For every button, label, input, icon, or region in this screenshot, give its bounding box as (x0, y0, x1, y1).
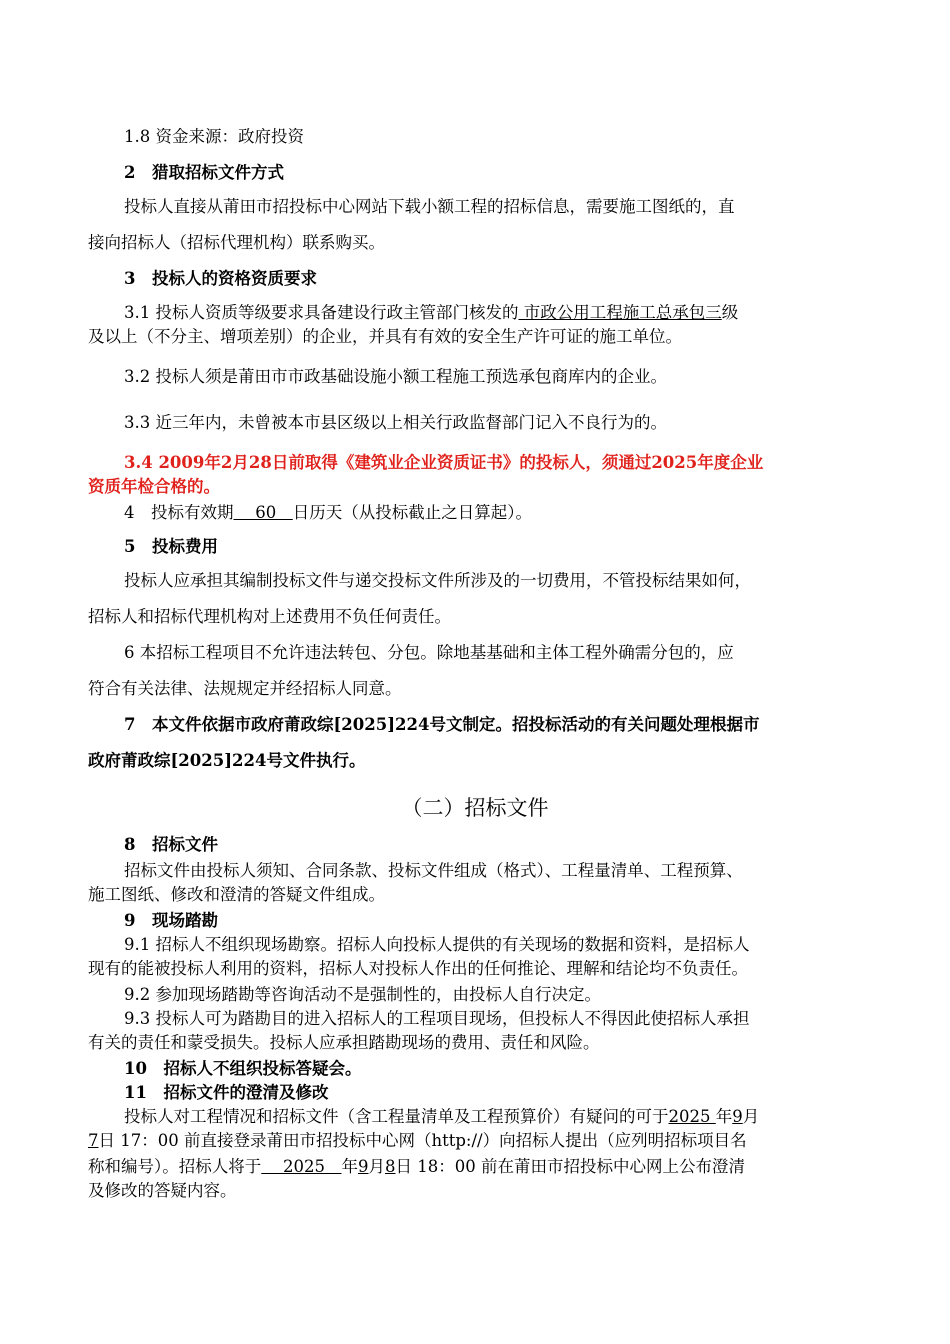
clause-3-4-line1: 3.4 2009年2月28日前取得《建筑业企业资质证书》的投标人，须通过2025年度企业 (124, 453, 764, 472)
para-2-line1: 投标人直接从莆田市招投标中心网站下载小额工程的招标信息，需要施工图纸的，直 (124, 197, 735, 216)
clause-6-line1: 6 本招标工程项目不允许违法转包、分包。除地基基础和主体工程外确需分包的，应 (124, 643, 734, 662)
clause-7-line2: 政府莆政综[2025]224号文件执行。 (88, 751, 366, 770)
month-label: 月 (742, 1107, 760, 1126)
answer-date-day: 8 (385, 1157, 396, 1176)
para-5-line1: 投标人应承担其编制投标文件与递交投标文件所涉及的一切费用，不管投标结果如何， (124, 571, 751, 590)
month-label-2: 月 (368, 1157, 385, 1176)
clause-9-1-line1: 9.1 招标人不组织现场勘察。招标人向投标人提供的有关现场的数据和资料，是招标人 (124, 935, 750, 954)
clause-4-tail: 日历天（从投标截止之日算起）。 (292, 503, 532, 522)
heading-9: 9 现场踏勘 (124, 911, 218, 930)
clause-1-8: 1.8 资金来源：政府投资 (124, 127, 304, 146)
clause-7-line1: 7 本文件依据市政府莆政综[2025]224号文制定。招投标活动的有关问题处理根据市 (124, 715, 760, 734)
para-11-line3 (88, 1156, 848, 1178)
heading-10: 10 招标人不组织投标答疑会。 (124, 1059, 362, 1078)
clause-9-1-line2: 现有的能被投标人利用的资料，招标人对投标人作出的任何推论、理解和结论均不负责任。 (88, 959, 748, 978)
para-11-text: 投标人对工程情况和招标文件（含工程量清单及工程预算价）有疑问的可于 (124, 1107, 669, 1126)
para-11-line3-text: 称和编号）。招标人将于 (88, 1157, 262, 1176)
section-title: （二）招标文件 (401, 796, 549, 820)
answer-date-month: 9 (358, 1157, 369, 1176)
heading-5: 5 投标费用 (124, 537, 218, 556)
question-deadline-month: 9 (732, 1107, 743, 1126)
clause-9-3-line1: 9.3 投标人可为踏勘目的进入招标人的工程项目现场，但投标人不得因此使招标人承担 (124, 1009, 750, 1028)
clause-3-1-line2: 及以上（不分主、增项差别）的企业，并具有有效的安全生产许可证的施工单位。 (88, 327, 682, 346)
para-2-line2: 接向招标人（招标代理机构）联系购买。 (88, 233, 385, 252)
para-11-line3-tail: 日 18：00 前在莆田市招投标中心网上公布澄清 (395, 1157, 745, 1176)
heading-2: 2 猎取招标文件方式 (124, 163, 284, 182)
clause-4-text: 4 投标有效期 (124, 503, 234, 522)
clause-6-line2: 符合有关法律、法规规定并经招标人同意。 (88, 679, 402, 698)
qualification-field: 市政公用工程施工总承包三 (518, 303, 722, 322)
para-5-line2: 招标人和招标代理机构对上述费用不负任何责任。 (88, 607, 451, 626)
heading-11: 11 招标文件的澄清及修改 (124, 1083, 329, 1102)
question-deadline-year: 2025 (668, 1107, 716, 1126)
validity-days-field: 60 (233, 503, 293, 522)
para-11-line1 (124, 1106, 884, 1128)
clause-3-1-text: 3.1 投标人资质等级要求具备建设行政主管部门核发的 (124, 303, 519, 322)
question-deadline-day: 7 (88, 1131, 99, 1150)
clause-3-4-line2: 资质年检合格的。 (88, 477, 220, 496)
heading-8: 8 招标文件 (124, 835, 218, 854)
clause-3-3: 3.3 近三年内，未曾被本市县区级以上相关行政监督部门记入不良行为的。 (124, 413, 667, 432)
para-11-line2 (88, 1130, 848, 1152)
year-label: 年 (715, 1107, 733, 1126)
answer-date-year: 2025 (261, 1157, 342, 1176)
para-8-line1: 招标文件由投标人须知、合同条款、投标文件组成（格式）、工程量清单、工程预算、 (124, 861, 743, 880)
clause-9-2: 9.2 参加现场踏勘等咨询活动不是强制性的，由投标人自行决定。 (124, 985, 601, 1004)
para-11-line4: 及修改的答疑内容。 (88, 1181, 237, 1200)
clause-3-1-tail: 级 (721, 303, 739, 322)
clause-9-3-line2: 有关的责任和蒙受损失。投标人应承担踏勘现场的费用、责任和风险。 (88, 1033, 600, 1052)
para-11-line2-text: 日 17：00 前直接登录莆田市招投标中心网（http://）向招标人提出（应列明招标项目名 (98, 1131, 747, 1150)
clause-4 (124, 502, 884, 524)
para-8-line2: 施工图纸、修改和澄清的答疑文件组成。 (88, 885, 385, 904)
year-label-2: 年 (341, 1157, 358, 1176)
heading-3: 3 投标人的资格资质要求 (124, 269, 317, 288)
clause-3-1-line1 (124, 302, 884, 324)
clause-3-2: 3.2 投标人须是莆田市市政基础设施小额工程施工预选承包商库内的企业。 (124, 367, 667, 386)
